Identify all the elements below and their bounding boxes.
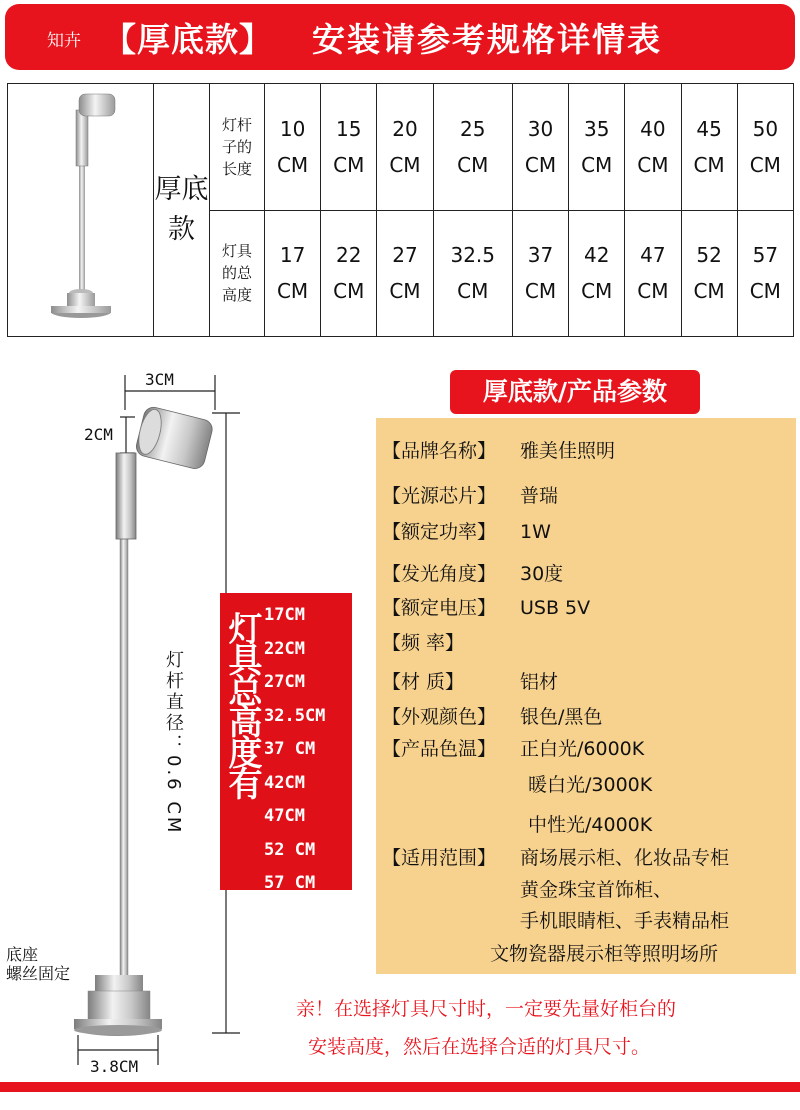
total-height-cell: 22 CM (321, 210, 377, 337)
total-height-cell: 57 CM (737, 210, 793, 337)
param-color-temp: 【产品色温】 正白光/6000K (382, 738, 645, 760)
param-brand: 【品牌名称】 雅美佳照明 (382, 440, 616, 462)
rod-length-cell: 20 CM (377, 84, 433, 211)
head-width-label: 3CM (145, 370, 174, 389)
banner-title: 安装请参考规格详情表 (312, 20, 662, 59)
rod-length-cell: 30 CM (512, 84, 568, 211)
param-color-temp-warm: 暖白光/3000K (528, 774, 653, 796)
params-title: 厚底款/产品参数 (450, 370, 700, 414)
total-height-values: 17CM 22CM 27CM 32.5CM 37 CM 42CM 47CM 52 CM 57 CM (264, 605, 326, 893)
param-power: 【额定功率】 1W (382, 521, 551, 543)
param-voltage: 【额定电压】 USB 5V (382, 597, 591, 619)
total-height-box (220, 593, 352, 893)
row-label-rod-length: 灯杆 子的 长度 (210, 84, 265, 211)
total-height-cell: 27 CM (377, 210, 433, 337)
param-scope: 【适用范围】 商场展示柜、化妆品专柜 (382, 847, 730, 869)
rod-length-cell: 35 CM (569, 84, 625, 211)
total-height-heading: 灯具总高度有 (222, 611, 262, 797)
param-scope-line: 黄金珠宝首饰柜、 (520, 879, 673, 901)
param-chip: 【光源芯片】 普瑞 (382, 485, 559, 507)
footer-bar (0, 1082, 800, 1092)
head-height-label: 2CM (84, 425, 113, 444)
rod-length-cell: 25 CM (433, 84, 512, 211)
param-color: 【外观颜色】 银色/黑色 (382, 706, 603, 728)
param-angle: 【发光角度】 30度 (382, 563, 564, 585)
rod-length-cell: 10 CM (265, 84, 321, 211)
rod-length-cell: 15 CM (321, 84, 377, 211)
spec-table (7, 83, 794, 337)
base-label: 底座 螺丝固定 (6, 945, 71, 983)
rod-length-cell: 45 CM (681, 84, 737, 211)
type-name: 厚底款 (154, 84, 210, 337)
brand-name: 知卉 (47, 31, 81, 51)
param-material: 【材 质】 铝材 (382, 671, 559, 693)
base-width-label: 3.8CM (90, 1057, 139, 1076)
lamp-thumbnail (8, 84, 154, 337)
param-scope-line: 手机眼睛柜、手表精品柜 (520, 910, 730, 932)
params-panel (376, 418, 796, 974)
param-frequency: 【频 率】 (382, 632, 465, 654)
row-label-total-height: 灯具 的总 高度 (210, 210, 265, 337)
param-scope-line: 文物瓷器展示柜等照明场所 (490, 943, 719, 965)
param-color-temp-neutral: 中性光/4000K (528, 814, 653, 836)
total-height-cell: 52 CM (681, 210, 737, 337)
rod-diameter-label: 灯杆直径：0.6 CM (163, 650, 184, 836)
notice-text: 亲！在选择灯具尺寸时，一定要先量好柜台的 安装高度，然后在选择合适的灯具尺寸。 (296, 998, 677, 1058)
total-height-cell: 37 CM (512, 210, 568, 337)
rod-length-cell: 40 CM (625, 84, 681, 211)
total-height-cell: 47 CM (625, 210, 681, 337)
rod-length-cell: 50 CM (737, 84, 793, 211)
total-height-cell: 17 CM (265, 210, 321, 337)
total-height-cell: 42 CM (569, 210, 625, 337)
total-height-cell: 32.5 CM (433, 210, 512, 337)
style-name: 【厚底款】 (103, 20, 273, 59)
lamp-thumbnail-icon (31, 88, 131, 328)
title-banner (5, 4, 795, 70)
